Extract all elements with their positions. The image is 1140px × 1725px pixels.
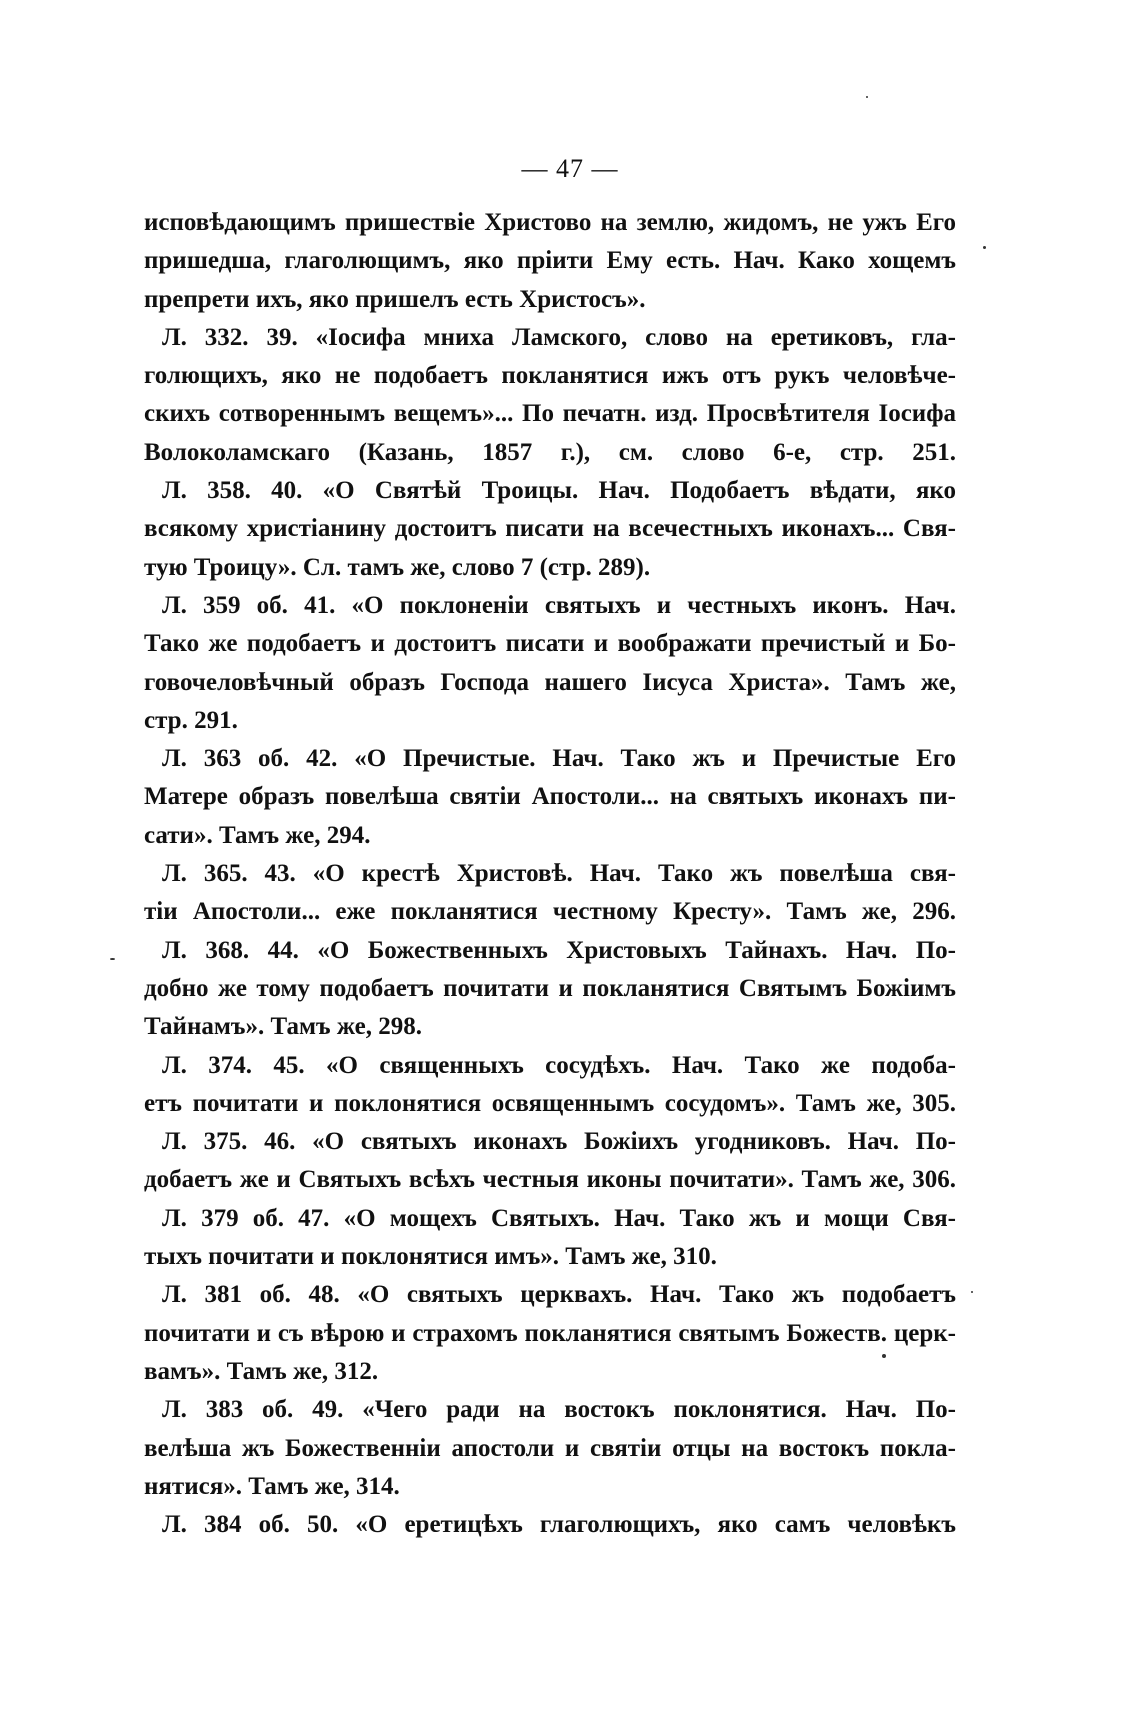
text-line: исповѣдающимъ пришествіе Христово на землю, жидомъ, не ужъ Его bbox=[144, 209, 956, 236]
text-line: Л. 358. 40. «О Святѣй Троицы. Нач. Подобаетъ вѣдати, яко bbox=[162, 477, 956, 505]
text-line: пришедша, глаголющимъ, яко пріити Ему есть. Нач. Како хощемъ bbox=[144, 247, 956, 275]
text-line: Тайнамъ». Тамъ же, 298. bbox=[144, 1013, 423, 1041]
text-line: велѣша жъ Божественніи апостоли и святіи отцы на востокъ покла- bbox=[144, 1434, 956, 1462]
body-text bbox=[144, 204, 956, 1544]
text-line: Л. 375. 46. «О святыхъ иконахъ Божіихъ угодниковъ. Нач. По- bbox=[162, 1128, 956, 1156]
text-line: добно же тому подобаетъ почитати и покланятися Святымъ Божіимъ bbox=[144, 974, 956, 1002]
text-line: Л. 374. 45. «О священныхъ сосудѣхъ. Нач. Тако же подоба- bbox=[162, 1051, 956, 1079]
scan-speck bbox=[866, 96, 868, 98]
text-line: стр. 291. bbox=[144, 706, 238, 734]
text-line: Л. 363 об. 42. «О Пречистые. Нач. Тако жъ и Пречистые Его bbox=[162, 745, 956, 773]
text-line: Волоколамскаго (Казань, 1857 г.), см. слово 6-е, стр. 251. bbox=[144, 438, 956, 466]
text-line: Л. 368. 44. «О Божественныхъ Христовыхъ Тайнахъ. Нач. По- bbox=[162, 936, 956, 964]
text-line: Л. 332. 39. «Іосифа мниха Ламского, слово на еретиковъ, гла- bbox=[162, 323, 956, 351]
text-line: Л. 379 об. 47. «О мощехъ Святыхъ. Нач. Тако жъ и мощи Свя- bbox=[162, 1204, 956, 1232]
text-line: тіи Апостоли... еже покланятися честному Кресту». Тамъ же, 296. bbox=[144, 898, 956, 926]
text-line: препрети ихъ, яко пришелъ есть Христосъ». bbox=[144, 285, 646, 313]
text-line: Л. 384 об. 50. «О еретицѣхъ глаголющихъ, яко самъ человѣкъ bbox=[162, 1511, 956, 1539]
scan-speck bbox=[971, 1291, 973, 1293]
text-line: тыхъ почитати и поклонятися имъ». Тамъ же, 310. bbox=[144, 1243, 717, 1271]
text-line: почитати и съ вѣрою и страхомъ покланятися святымъ Божеств. церк- bbox=[144, 1319, 956, 1347]
text-line: Л. 359 об. 41. «О поклоненіи святыхъ и честныхъ иконъ. Нач. bbox=[162, 591, 956, 619]
text-line: голющихъ, яко не подобаетъ покланятися ижъ отъ рукъ человѣче- bbox=[144, 362, 956, 390]
text-line: нятися». Тамъ же, 314. bbox=[144, 1472, 400, 1500]
text-line: етъ почитати и поклонятися освященнымъ сосудомъ». Тамъ же, 305. bbox=[144, 1089, 956, 1117]
scan-speck bbox=[110, 958, 115, 960]
page-number: — 47 — bbox=[521, 154, 619, 183]
text-line: сати». Тамъ же, 294. bbox=[144, 821, 371, 849]
scan-speck bbox=[983, 246, 986, 249]
scan-speck bbox=[882, 1354, 886, 1358]
text-line: Матере образъ повелѣша святіи Апостоли... на святыхъ иконахъ пи- bbox=[144, 783, 956, 811]
text-line: всякому христіанину достоитъ писати на всечестныхъ иконахъ... Свя- bbox=[144, 515, 956, 543]
text-line: тую Троицу». Сл. тамъ же, слово 7 (стр. 289). bbox=[144, 553, 651, 581]
text-line: Тако же подобаетъ и достоитъ писати и воображати пречистый и Бо- bbox=[144, 630, 956, 658]
text-line: Л. 381 об. 48. «О святыхъ церквахъ. Нач. Тако жъ подобаетъ bbox=[162, 1281, 956, 1309]
text-line: Л. 365. 43. «О крестѣ Христовѣ. Нач. Тако жъ повелѣша свя- bbox=[162, 860, 956, 888]
text-line: Л. 383 об. 49. «Чего ради на востокъ поклонятися. Нач. По- bbox=[162, 1396, 956, 1424]
text-line: добаетъ же и Святыхъ всѣхъ честныя иконы почитати». Тамъ же, 306. bbox=[144, 1166, 956, 1194]
text-line: говочеловѣчный образъ Господа нашего Іисуса Христа». Тамъ же, bbox=[144, 668, 956, 696]
text-line: вамъ». Тамъ же, 312. bbox=[144, 1357, 379, 1385]
text-line: скихъ сотвореннымъ вещемъ»... По печатн. изд. Просвѣтителя Іосифа bbox=[144, 400, 956, 428]
